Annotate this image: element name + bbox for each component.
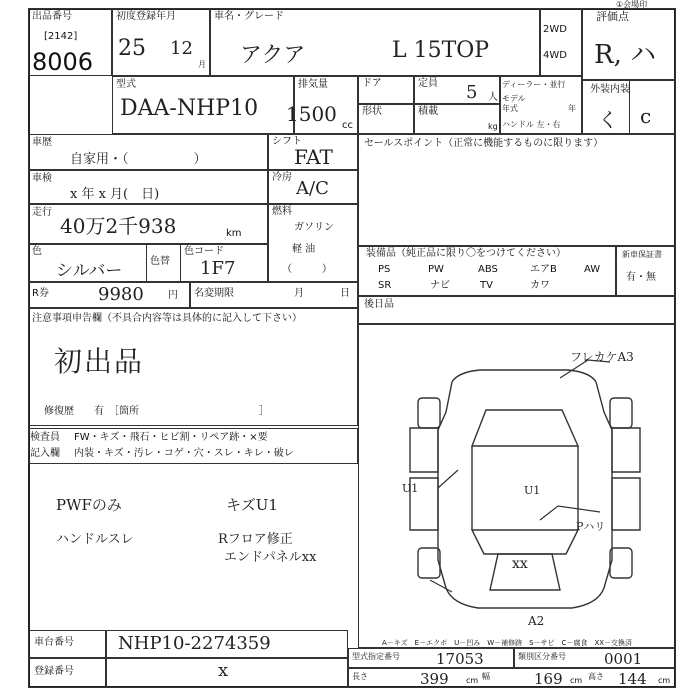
yen-unit: 円: [168, 290, 178, 301]
meigi-month: 月: [294, 288, 304, 299]
inspector-label: 検査員: [30, 432, 60, 443]
handle-label: ハンドル 左・右: [502, 120, 561, 129]
lot-number: 8006: [32, 48, 94, 76]
capacity-label: 定員: [418, 78, 438, 89]
height-unit: cm: [658, 676, 671, 685]
chassis-value: NHP10-2274359: [118, 633, 271, 654]
displacement-value: 1500: [286, 102, 337, 126]
mileage-label: 走行: [32, 207, 52, 218]
recycle-label: R券: [32, 288, 49, 299]
fuel-other: （ ）: [282, 264, 332, 275]
dealer-label: ディーラー・並行: [502, 80, 566, 89]
mileage-value: 40万2千938: [60, 214, 177, 238]
recycle-value: 9980: [98, 284, 144, 305]
grade-value: L 15TOP: [392, 38, 490, 63]
class-value: 0001: [604, 650, 643, 668]
length-label: 長さ: [352, 672, 368, 681]
type-cert-value: 17053: [436, 650, 484, 668]
rating-label: 評価点: [596, 10, 629, 23]
shift-value: FAT: [294, 145, 333, 169]
rating-value: R, ハ: [594, 40, 657, 70]
reg-value: x: [218, 660, 229, 681]
sales-point-label: セールスポイント（正常に機能するものに限ります）: [364, 138, 604, 149]
length-value: 399: [420, 670, 449, 688]
history-label: 車歴: [32, 137, 52, 148]
remark-pw-front: PWFのみ: [56, 496, 122, 514]
interior-grade: c: [640, 104, 652, 128]
equip-ps: PS: [378, 264, 391, 275]
lot-code: [2142]: [44, 31, 78, 42]
ext-int-label: 外装内装: [590, 84, 630, 95]
after-items-label: 後日品: [364, 299, 394, 310]
type-cert-label: 型式指定番号: [352, 652, 400, 661]
person-unit: 人: [488, 92, 498, 103]
notes-label: 注意事項申告欄（不具合内容等は具体的に記入して下さい）: [32, 313, 302, 324]
remark-end-panel: エンドパネルxx: [224, 550, 317, 565]
car-name-label: 車名・グレード: [214, 11, 284, 22]
diagram-u1-right: U1: [524, 484, 541, 497]
color-value: シルバー: [56, 261, 123, 281]
year-unit: 年: [568, 104, 576, 113]
diagram-note-top: フレカケA3: [570, 350, 634, 364]
inspector-row-2: 内装・キズ・汚レ・コゲ・穴・スレ・キレ・破レ: [74, 448, 294, 459]
first-reg-label: 初度登録年月: [116, 11, 176, 22]
warranty-label: 新車保証書: [622, 250, 662, 259]
kg-unit: kg: [488, 122, 498, 131]
month-unit: 月: [198, 60, 206, 69]
model-label: 型式: [116, 79, 136, 90]
color-label: 色: [32, 246, 42, 257]
width-value: 169: [534, 670, 563, 688]
color-change-label: 色替: [150, 256, 170, 267]
diagram-xx-mark: xx: [512, 556, 528, 572]
cc-unit: cc: [342, 120, 353, 131]
drive-2wd: 2WD: [543, 24, 567, 35]
fuel-label: 燃料: [272, 206, 292, 217]
inspection-value: x 年 x 月( 日): [70, 187, 160, 202]
equip-pw: PW: [428, 264, 444, 275]
equip-aw: AW: [584, 264, 601, 275]
door-label: ドア: [362, 78, 382, 89]
warranty-value: 有・無: [626, 272, 656, 283]
remark-scratch: キズU1: [226, 496, 278, 514]
model-year-label: モデル年式: [502, 94, 526, 113]
fuel-diesel: 軽 油: [292, 244, 316, 255]
length-unit: cm: [466, 676, 479, 685]
shift-label: シフト: [272, 136, 302, 147]
diagram-legend: A－キズ E－エクボ U－凹み W－補修跡 S－サビ C－腐食 XX－交換済: [382, 639, 633, 647]
color-code-value: 1F7: [200, 258, 236, 279]
equip-sr: SR: [378, 280, 392, 291]
shape-label: 形状: [362, 106, 382, 117]
entry-label: 記入欄: [30, 448, 60, 459]
class-label: 類別区分番号: [518, 652, 566, 661]
width-label: 幅: [482, 672, 490, 681]
car-name-value: アクア: [240, 43, 306, 68]
inspection-label: 車検: [32, 173, 52, 184]
remark-handle-wear: ハンドルスレ: [56, 532, 134, 547]
diagram-a2-mark: A2: [528, 614, 545, 628]
notes-first-listing: 初出品: [54, 345, 145, 378]
color-code-label: 色コード: [184, 246, 224, 257]
first-reg-month: 12: [170, 38, 193, 59]
diagram-u1-left: U1: [402, 482, 419, 495]
width-unit: cm: [570, 676, 583, 685]
inspector-row-1: FW・キズ・飛石・ヒビ割・リペア跡・×要: [74, 432, 268, 443]
repair-history-label: 修復歴 有 ［箇所 ］: [44, 406, 269, 417]
meigi-day: 日: [340, 288, 350, 299]
meigi-label: 名変期限: [194, 288, 234, 299]
capacity-value: 5: [466, 82, 478, 103]
equip-leather: カワ: [530, 280, 550, 291]
equip-navi: ナビ: [430, 280, 450, 291]
reg-label: 登録番号: [34, 666, 74, 677]
drive-4wd: 4WD: [543, 50, 567, 61]
equip-airbag: エアB: [530, 264, 557, 275]
lot-label: 出品番号: [32, 11, 72, 22]
model-value: DAA-NHP10: [120, 96, 259, 121]
top-strip: ①会場印: [616, 0, 648, 9]
equipment-label: 装備品（純正品に限り〇をつけてください）: [366, 248, 566, 259]
exterior-grade: く: [598, 108, 618, 132]
height-label: 高さ: [588, 672, 604, 681]
height-value: 144: [618, 670, 647, 688]
ac-value: A/C: [296, 178, 329, 199]
fuel-gasoline: ガソリン: [294, 222, 334, 233]
displacement-label: 排気量: [298, 79, 328, 90]
first-reg-year: 25: [118, 36, 146, 61]
chassis-label: 車台番号: [34, 637, 74, 648]
load-label: 積載: [418, 106, 438, 117]
ac-label: 冷房: [272, 172, 292, 183]
km-unit: km: [226, 228, 242, 239]
equip-tv: TV: [480, 280, 493, 291]
diagram-pillar-note: Pハリ: [576, 520, 606, 533]
history-value: 自家用・（ ）: [70, 152, 207, 167]
remark-floor-repair: Rフロア修正: [218, 532, 293, 547]
equip-abs: ABS: [478, 264, 498, 275]
